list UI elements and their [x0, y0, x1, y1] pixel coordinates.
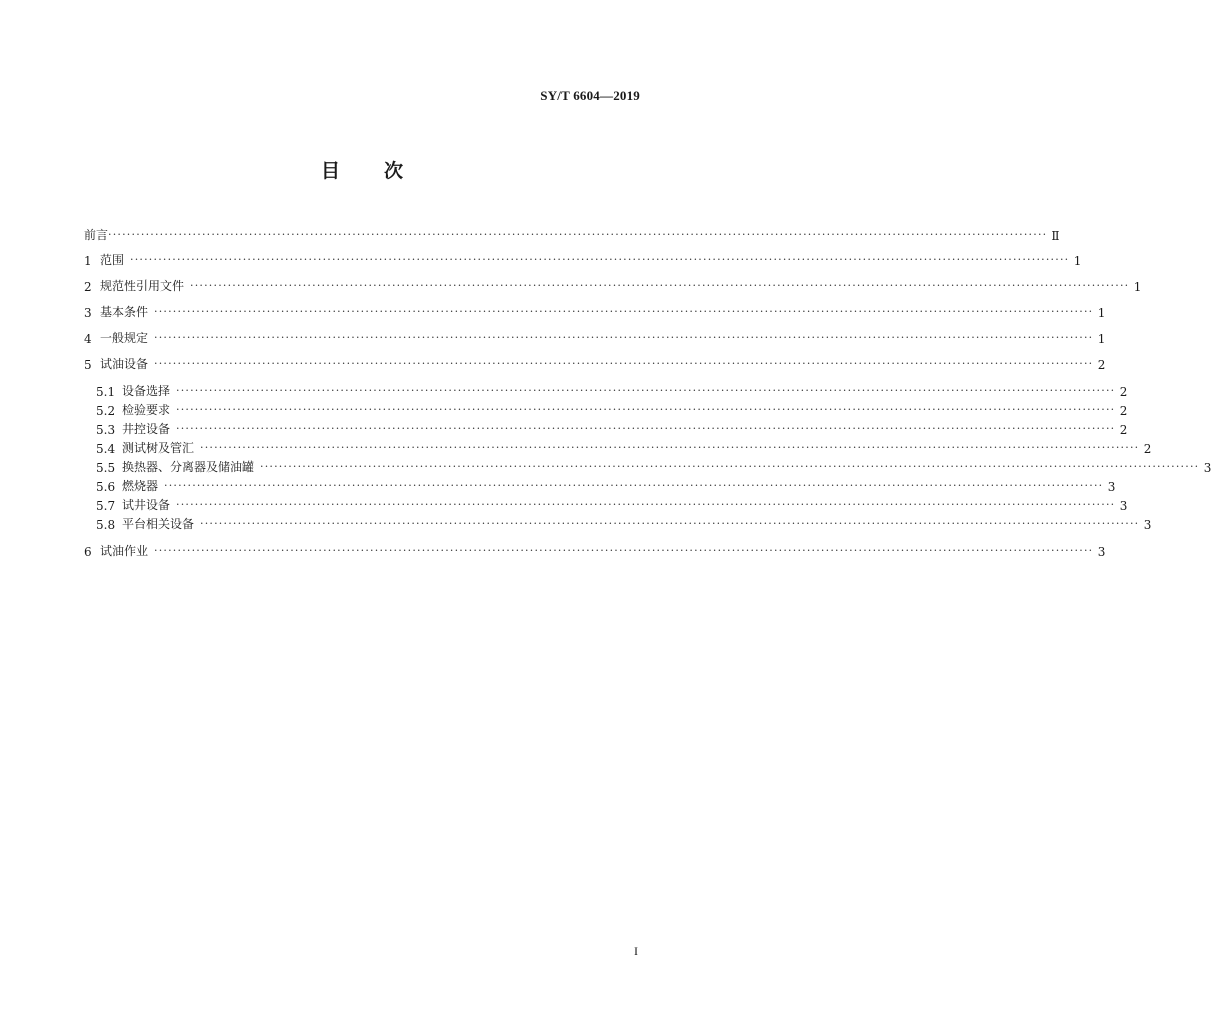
toc-entry-number: 5.1 [96, 385, 116, 399]
toc-entry-number: 5.5 [96, 461, 116, 475]
leader-dots: ········································································································································································································ [176, 403, 1116, 416]
leader-dots: ········································································································································································································ [176, 384, 1116, 397]
toc-entry-page: 2 [1119, 404, 1128, 418]
toc-entry-6[interactable] [84, 541, 1106, 559]
toc-entry-label: 前言 [84, 228, 109, 242]
toc-entry-number: 5.2 [96, 404, 116, 418]
toc-entry-5-2[interactable] [96, 400, 1128, 418]
leader-dots: ········································································································································································································ [176, 498, 1116, 511]
toc-entry-label: 燃烧器 [122, 479, 159, 493]
toc-entry-page: 1 [1097, 332, 1106, 346]
leader-dots: ········································································································································································································ [260, 460, 1200, 473]
toc-entry-page: 3 [1119, 499, 1128, 513]
toc-entry-number: 5.8 [96, 518, 116, 532]
leader-dots: ········································································································································································································ [154, 331, 1094, 344]
toc-entry-5-6[interactable] [96, 476, 1116, 494]
toc-entry-page: 2 [1119, 385, 1128, 399]
leader-dots: ········································································································································································································ [154, 357, 1094, 370]
leader-dots: ········································································································································································································ [200, 441, 1140, 454]
toc-entry-page: 2 [1097, 358, 1106, 372]
leader-dots: ········································································································································································································ [176, 422, 1116, 435]
page-number: I [634, 944, 638, 958]
toc-entry-number: 2 [84, 280, 92, 294]
toc-entry-number: 1 [84, 254, 92, 268]
toc-entry-page: Ⅱ [1051, 229, 1060, 243]
toc-entry-5-4[interactable] [96, 438, 1152, 456]
toc-entry-number: 5.6 [96, 480, 116, 494]
toc-entry-label: 井控设备 [122, 422, 171, 436]
toc-entry-page: 3 [1097, 545, 1106, 559]
leader-dots: ········································································································································································································ [164, 479, 1104, 492]
toc-entry-label: 规范性引用文件 [100, 279, 185, 293]
toc-entry-4[interactable] [84, 328, 1106, 346]
toc-entry-number: 5.4 [96, 442, 116, 456]
toc-entry-page: 3 [1203, 461, 1211, 475]
toc-entry-label: 检验要求 [122, 403, 171, 417]
toc-entry-number: 6 [84, 545, 92, 559]
toc-entry-page: 1 [1073, 254, 1082, 268]
toc-entry-label: 基本条件 [100, 305, 149, 319]
toc-entry-number: 3 [84, 306, 92, 320]
toc-entry-5-7[interactable] [96, 495, 1128, 513]
toc-title-part2: 次 [384, 160, 404, 182]
toc-entry-3[interactable] [84, 302, 1106, 320]
toc-entry-label: 试井设备 [122, 498, 171, 512]
toc-entry-5-3[interactable] [96, 419, 1128, 437]
toc-entry-number: 4 [84, 332, 92, 346]
toc-entry-page: 1 [1133, 280, 1142, 294]
toc-entry-foreword[interactable] [84, 225, 1060, 243]
leader-dots: ········································································································································································································ [108, 228, 1048, 241]
toc-entry-page: 1 [1097, 306, 1106, 320]
toc-title-part1: 目 [320, 160, 340, 182]
toc-entry-number: 5.7 [96, 499, 116, 513]
leader-dots: ········································································································································································································ [130, 253, 1070, 266]
toc-entry-page: 2 [1119, 423, 1128, 437]
toc-entry-label: 试油设备 [100, 357, 149, 371]
toc-entry-page: 3 [1143, 518, 1152, 532]
toc-entry-label: 试油作业 [100, 544, 149, 558]
toc-entry-5-5[interactable] [96, 457, 1211, 475]
toc-entry-number: 5.3 [96, 423, 116, 437]
toc-entry-label: 平台相关设备 [122, 517, 195, 531]
toc-entry-2[interactable] [84, 276, 1142, 294]
toc-entry-1[interactable] [84, 250, 1082, 268]
toc-entry-5-8[interactable] [96, 514, 1152, 532]
toc-entry-label: 范围 [100, 253, 125, 267]
toc-entry-page: 3 [1107, 480, 1116, 494]
toc-entry-page: 2 [1143, 442, 1152, 456]
leader-dots: ········································································································································································································ [154, 305, 1094, 318]
toc-entry-label: 换热器、分离器及储油罐 [122, 460, 255, 474]
toc-title [0, 156, 724, 183]
leader-dots: ········································································································································································································ [154, 544, 1094, 557]
standard-code: SY/T 6604—2019 [540, 88, 640, 103]
toc-entry-5-1[interactable] [96, 381, 1128, 399]
toc-entry-label: 测试树及管汇 [122, 441, 195, 455]
toc-entry-number: 5 [84, 358, 92, 372]
toc-entry-label: 一般规定 [100, 331, 149, 345]
leader-dots: ········································································································································································································ [190, 279, 1130, 292]
toc-entry-label: 设备选择 [122, 384, 171, 398]
toc-entry-5[interactable] [84, 354, 1106, 372]
leader-dots: ········································································································································································································ [200, 517, 1140, 530]
